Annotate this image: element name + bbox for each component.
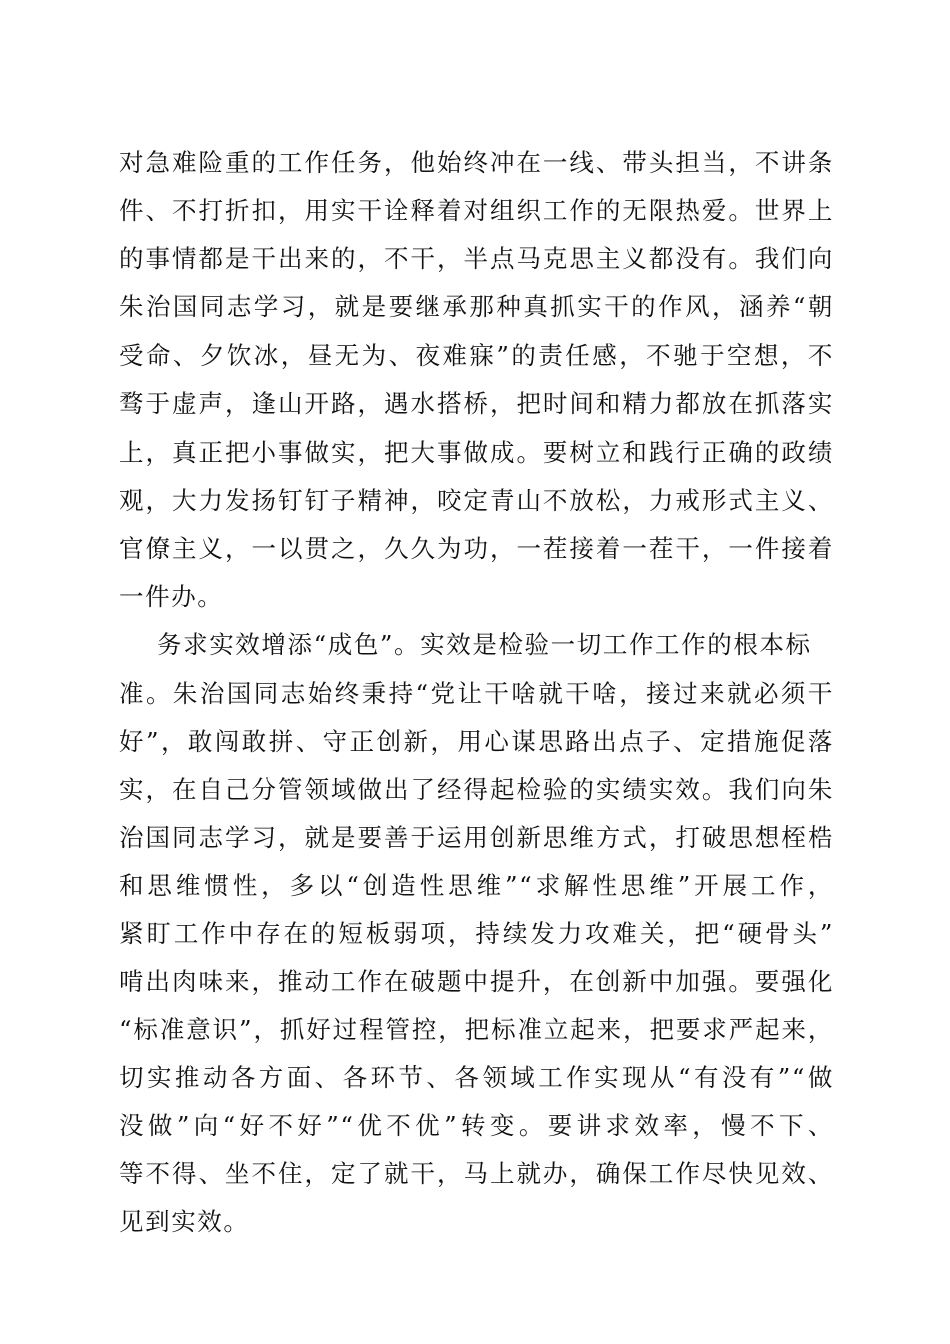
paragraph-line: 等不得、坐不住，定了就干，马上就办，确保工作尽快见效、 [119, 1159, 834, 1188]
paragraph-line: 切实推动各方面、各环节、各领域工作实现从“有没有”“做 [119, 1063, 834, 1092]
paragraph-line: 的事情都是干出来的，不干，半点马克思主义都没有。我们向 [119, 244, 834, 273]
paragraph-line: 务求实效增添“成色”。实效是检验一切工作工作的根本标 [157, 630, 812, 659]
paragraph-line: 官僚主义，一以贯之，久久为功，一茬接着一茬干，一件接着 [119, 534, 834, 563]
paragraph-line: 朱治国同志学习，就是要继承那种真抓实干的作风，涵养“朝 [119, 292, 834, 321]
paragraph-line: 观，大力发扬钉钉子精神，咬定青山不放松，力戒形式主义、 [119, 486, 834, 515]
paragraph-line: 准。朱治国同志始终秉持“党让干啥就干啥，接过来就必须干 [119, 679, 834, 708]
paragraph-line: “标准意识”，抓好过程管控，把标准立起来，把要求严起来， [119, 1015, 834, 1044]
paragraph-line: 件、不打折扣，用实干诠释着对组织工作的无限热爱。世界上 [119, 196, 834, 225]
paragraph-line: 治国同志学习，就是要善于运用创新思维方式，打破思想桎梏 [119, 823, 834, 852]
paragraph-line: 和思维惯性，多以“创造性思维”“求解性思维”开展工作， [119, 871, 834, 900]
paragraph-line: 好”，敢闯敢拼、守正创新，用心谋思路出点子、定措施促落 [119, 727, 834, 756]
paragraph-line: 一件办。 [119, 582, 224, 611]
paragraph-line: 没做”向“好不好”“优不优”转变。要讲求效率，慢不下、 [119, 1111, 834, 1140]
paragraph-line: 见到实效。 [119, 1207, 250, 1236]
paragraph-line: 上，真正把小事做实，把大事做成。要树立和践行正确的政绩 [119, 438, 834, 467]
paragraph-line: 受命、夕饮冰，昼无为、夜难寐”的责任感，不驰于空想，不 [119, 341, 834, 370]
paragraph-line: 实，在自己分管领域做出了经得起检验的实绩实效。我们向朱 [119, 775, 834, 804]
paragraph-line: 啃出肉味来，推动工作在破题中提升，在创新中加强。要强化 [119, 967, 834, 996]
paragraph-line: 骛于虚声，逢山开路，遇水搭桥，把时间和精力都放在抓落实 [119, 389, 834, 418]
paragraph-line: 紧盯工作中存在的短板弱项，持续发力攻难关，把“硬骨头” [119, 919, 834, 948]
paragraph-line: 对急难险重的工作任务，他始终冲在一线、带头担当，不讲条 [119, 148, 834, 177]
